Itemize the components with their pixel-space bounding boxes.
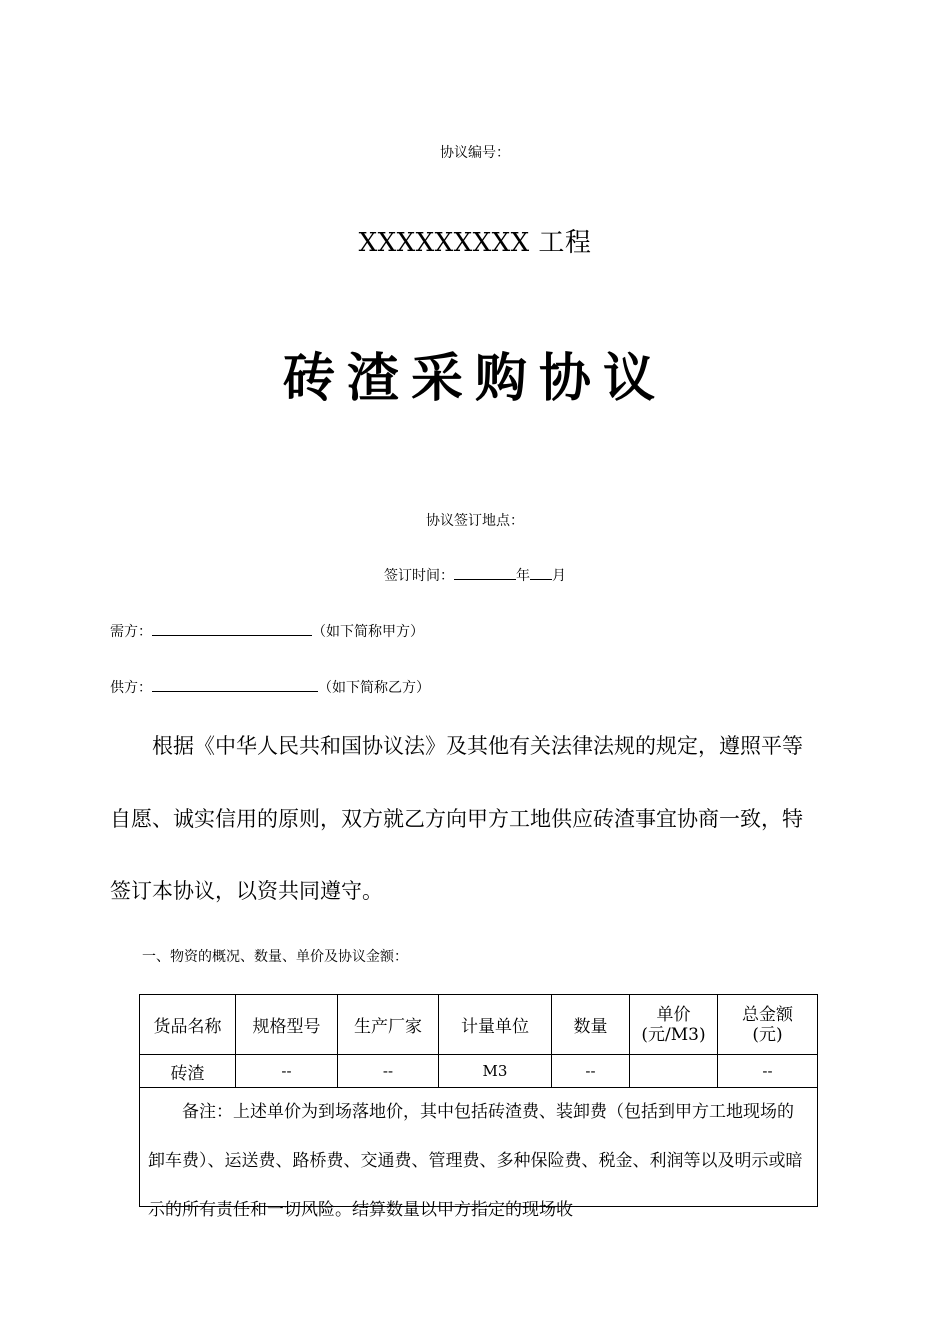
header-unit: 计量单位 bbox=[439, 995, 552, 1055]
table-note-row bbox=[140, 1088, 818, 1207]
year-blank bbox=[454, 565, 516, 580]
seller-note: （如下简称乙方） bbox=[318, 680, 430, 696]
header-price-line-2: (元/M3) bbox=[641, 1024, 706, 1045]
preamble-line-1: 根据《中华人民共和国协议法》及其他有关法律法规的规定，遵照平等 bbox=[152, 734, 803, 758]
header-price bbox=[630, 995, 718, 1055]
header-maker: 生产厂家 bbox=[338, 995, 439, 1055]
signing-place-label: 协议签订地点： bbox=[426, 513, 524, 529]
header-total bbox=[718, 995, 818, 1055]
seller-line bbox=[110, 677, 430, 697]
section-1-heading: 一、物资的概况、数量、单价及协议金额： bbox=[142, 949, 408, 965]
buyer-label: 需方： bbox=[110, 624, 152, 640]
seller-label: 供方： bbox=[110, 680, 152, 696]
signing-time-label: 签订时间： bbox=[384, 568, 454, 584]
buyer-blank bbox=[152, 621, 312, 636]
signing-time-line bbox=[0, 565, 950, 585]
note-text: 备注：上述单价为到场落地价，其中包括砖渣费、装卸费（包括到甲方工地现场的卸车费）、运送费、路桥费、交通费、管理费、多种保险费、税金、利润等以及明示或暗示的所有责任和一切风险。结算数量以甲方指定的现场收 bbox=[148, 1102, 803, 1220]
header-name: 货品名称 bbox=[140, 995, 236, 1055]
header-total-line-1: 总金额 bbox=[742, 1004, 793, 1025]
goods-table bbox=[139, 994, 818, 1220]
header-spec: 规格型号 bbox=[236, 995, 338, 1055]
cell-qty: -- bbox=[552, 1055, 630, 1088]
document-title: 砖渣采购协议 bbox=[282, 348, 667, 409]
agreement-number-label: 协议编号： bbox=[440, 145, 510, 161]
cell-name: 砖渣 bbox=[140, 1055, 236, 1088]
header-qty: 数量 bbox=[552, 995, 630, 1055]
table-header-row bbox=[140, 995, 818, 1055]
year-suffix: 年 bbox=[516, 568, 530, 584]
seller-blank bbox=[152, 677, 318, 692]
header-total-line-2: (元) bbox=[752, 1024, 783, 1045]
project-title: XXXXXXXXX 工程 bbox=[358, 228, 592, 258]
preamble-line-3: 签订本协议，以资共同遵守。 bbox=[110, 879, 383, 903]
preamble-line-2: 自愿、诚实信用的原则，双方就乙方向甲方工地供应砖渣事宜协商一致，特 bbox=[110, 807, 803, 831]
cell-price bbox=[630, 1055, 718, 1088]
buyer-line bbox=[110, 621, 424, 641]
month-blank bbox=[530, 565, 552, 580]
month-suffix: 月 bbox=[552, 568, 566, 584]
cell-unit: M3 bbox=[439, 1055, 552, 1088]
cell-spec: -- bbox=[236, 1055, 338, 1088]
header-price-line-1: 单价 bbox=[656, 1004, 691, 1025]
table-row bbox=[140, 1055, 818, 1088]
cell-maker: -- bbox=[338, 1055, 439, 1088]
note-cell bbox=[140, 1088, 818, 1220]
buyer-note: （如下简称甲方） bbox=[312, 624, 424, 640]
cell-total: -- bbox=[718, 1055, 818, 1088]
